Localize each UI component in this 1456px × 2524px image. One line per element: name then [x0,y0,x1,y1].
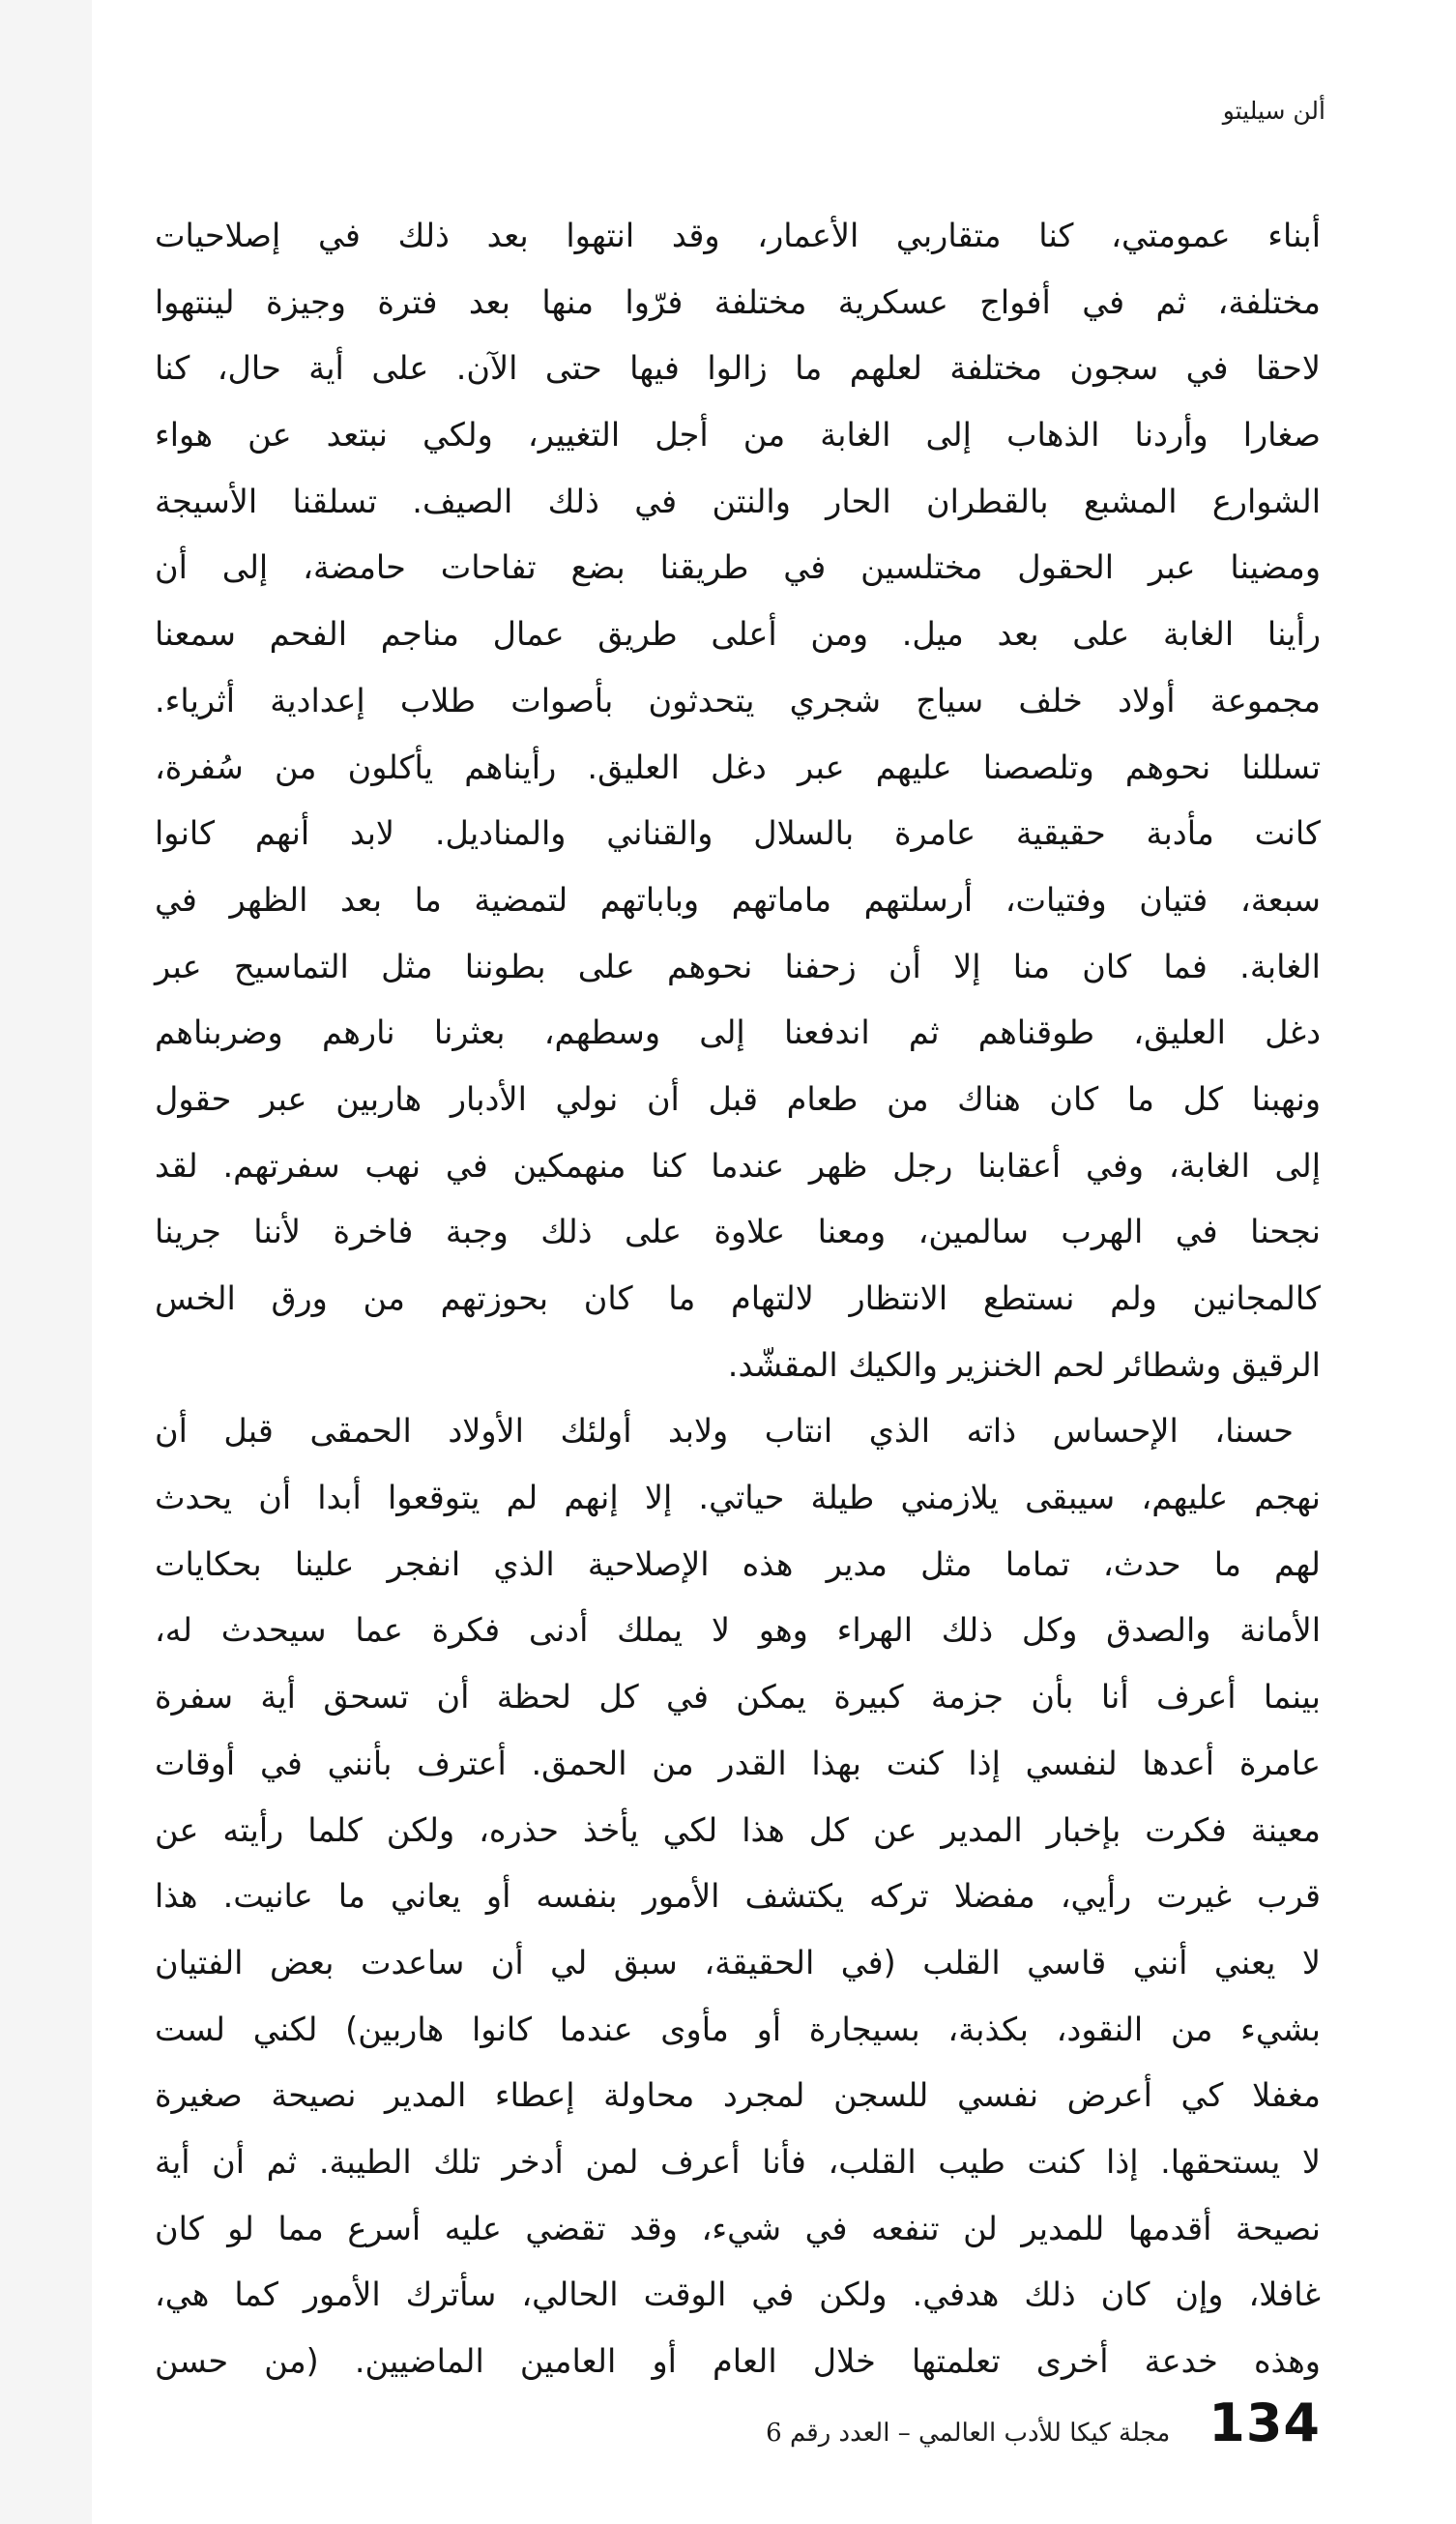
text-line: تسللنا نحوهم وتلصصنا عليهم عبر دغل العليق. رأيناهم يأكلون من سُفرة، [155,748,1321,786]
text-line: غافلا، وإن كان ذلك هدفي. ولكن في الوقت الحالي، سأترك الأمور كما هي، [155,2275,1321,2314]
text-line: دغل العليق، طوقناهم ثم اندفعنا إلى وسطهم، بعثرنا نارهم وضربناهم [155,1013,1321,1052]
text-line: الشوارع المشبع بالقطران الحار والنتن في ذلك الصيف. تسلقنا الأسيجة [155,482,1321,520]
journal-title: مجلة كيكا للأدب العالمي – العدد رقم 6 [766,2419,1171,2448]
text-line: لهم ما حدث، تماما مثل مدير هذه الإصلاحية الذي انفجر علينا بحكايات [155,1544,1321,1583]
text-line: الأمانة والصدق وكل ذلك الهراء وهو لا يملك أدنى فكرة عما سيحدث له، [155,1611,1321,1650]
text-line: مجموعة أولاد خلف سياج شجري يتحدثون بأصوات طلاب إعدادية أثرياء. [155,681,1321,719]
text-line: مغفلا كي أعرض نفسي للسجن لمجرد محاولة إعطاء المدير نصيحة صغيرة [155,2076,1321,2115]
text-line: كالمجانين ولم نستطع الانتظار لالتهام ما كان بحوزتهم من ورق الخس [155,1279,1321,1317]
text-line: سبعة، فتيان وفتيات، أرسلتهم ماماتهم وباباتهم لتمضية ما بعد الظهر في [155,880,1321,919]
text-line: بينما أعرف أنا بأن جزمة كبيرة يمكن في كل لحظة أن تسحق أية سفرة [155,1678,1321,1717]
text-line: كانت مأدبة حقيقية عامرة بالسلال والقناني والمناديل. لابد أنهم كانوا [155,814,1321,853]
text-line: أبناء عمومتي، كنا متقاربي الأعمار، وقد انتهوا بعد ذلك في إصلاحيات [155,217,1321,254]
text-line: ونهبنا كل ما كان هناك من طعام قبل أن نولي الأدبار هاربين عبر حقول [155,1079,1321,1118]
text-line: إلى الغابة، وفي أعقابنا رجل ظهر عندما كنا منهمكين في نهب سفرتهم. لقد [155,1146,1321,1185]
text-line: الغابة. فما كان منا إلا أن زحفنا نحوهم على بطوننا مثل التماسيح عبر [155,947,1321,985]
text-line: صغارا وأردنا الذهاب إلى الغابة من أجل التغيير، ولكي نبتعد عن هواء [155,416,1321,455]
text-line: وهذه خدعة أخرى تعلمتها خلال العام أو العامين الماضيين. (من حسن [155,2342,1321,2380]
page-gutter [0,0,92,2524]
text-line: ومضينا عبر الحقول مختلسين في طريقنا بضع تفاحات حامضة، إلى أن [155,548,1321,587]
running-head-author: ألن سيليتو [1222,97,1325,125]
page-number: 134 [1208,2392,1321,2453]
text-line: معينة فكرت بإخبار المدير عن كل هذا لكي يأخذ حذره، ولكن كلما رأيته عن [155,1810,1321,1849]
text-line: رأينا الغابة على بعد ميل. ومن أعلى طريق عمال مناجم الفحم سمعنا [155,615,1321,654]
text-line: نهجم عليهم، سيبقى يلازمني طيلة حياتي. إلا إنهم لم يتوقعوا أبدا أن يحدث [155,1479,1321,1517]
text-line: لا يعني أنني قاسي القلب (في الحقيقة، سبق لي أن ساعدت بعض الفتيان [155,1943,1321,1981]
text-line: نجحنا في الهرب سالمين، ومعنا علاوة على ذلك وجبة فاخرة لأننا جرينا [155,1213,1321,1251]
text-line: بشيء من النقود، بكذبة، بسيجارة أو مأوى عندما كانوا هاربين) لكني لست [155,2010,1321,2048]
paragraph-1 [155,203,1321,1398]
text-line: الرقيق وشطائر لحم الخنزير والكيك المقشّد. [727,1345,1321,1384]
text-line: لا يستحقها. إذا كنت طيب القلب، فأنا أعرف لمن أدخر تلك الطيبة. ثم أن أية [155,2142,1321,2181]
text-line: حسنا، الإحساس ذاته الذي انتاب ولابد أولئك الأولاد الحمقى قبل أن [155,1412,1294,1451]
text-line: نصيحة أقدمها للمدير لن تنفعه في شيء، وقد تقضي عليه أسرع مما لو كان [155,2209,1321,2247]
paragraph-2 [155,1398,1321,2394]
text-line: قرب غيرت رأيي، مفضلا تركه يكتشف الأمور بنفسه أو يعاني ما عانيت. هذا [155,1877,1321,1916]
text-line: لاحقا في سجون مختلفة لعلهم ما زالوا فيها حتى الآن. على أية حال، كنا [155,349,1321,388]
text-line: عامرة أعدها لنفسي إذا كنت بهذا القدر من الحمق. أعترف بأنني في أوقات [155,1744,1321,1782]
body-text [155,203,1321,2395]
page-footer [766,2392,1321,2453]
text-line: مختلفة، ثم في أفواج عسكرية مختلفة فرّوا منها بعد فترة وجيزة لينتهوا [155,282,1321,321]
